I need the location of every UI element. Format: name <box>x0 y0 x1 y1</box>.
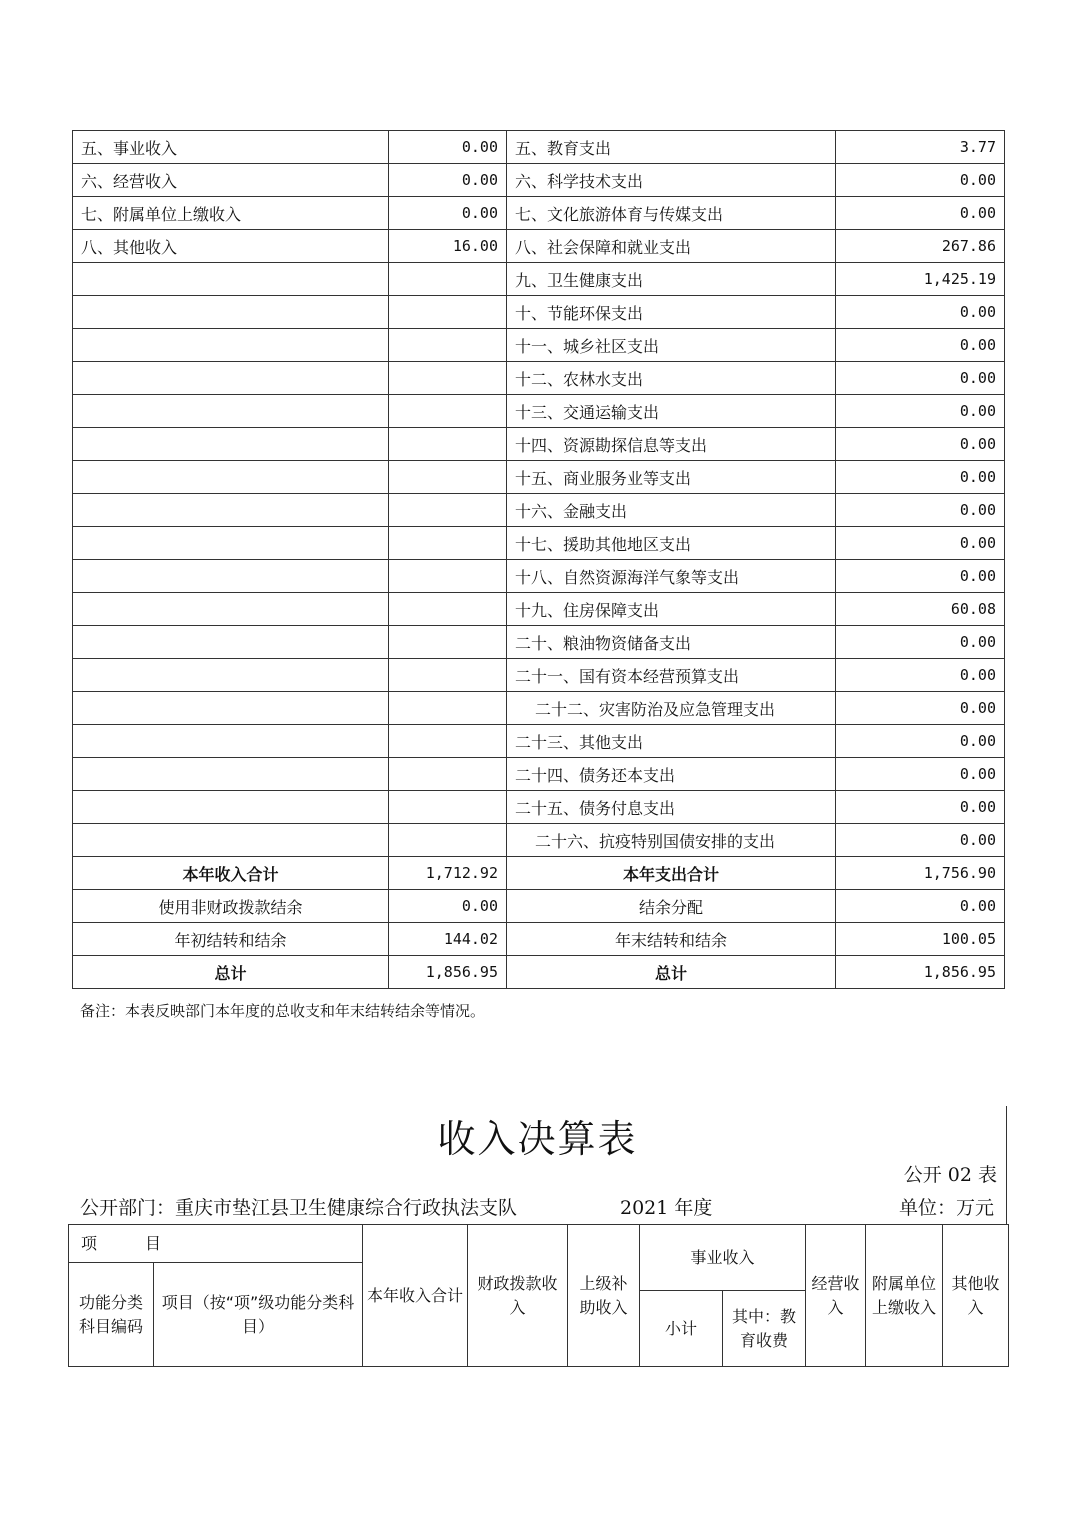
expense-item-value: 0.00 <box>836 560 1005 593</box>
income-item-label <box>73 725 389 758</box>
table-row <box>73 527 1005 560</box>
table-row <box>73 692 1005 725</box>
expense-item-value: 1,425.19 <box>836 263 1005 296</box>
summary-row <box>73 923 1005 956</box>
income-item-value <box>389 626 507 659</box>
table-row <box>73 263 1005 296</box>
table-row <box>73 593 1005 626</box>
expense-item-value: 3.77 <box>836 131 1005 164</box>
table-note: 备注：本表反映部门本年度的总收支和年末结转结余等情况。 <box>80 1002 486 1020</box>
income-item-label: 五、事业收入 <box>73 131 389 164</box>
summary-row <box>73 857 1005 890</box>
expense-item-value: 0.00 <box>836 659 1005 692</box>
table-row <box>73 725 1005 758</box>
expense-item-value: 0.00 <box>836 824 1005 857</box>
income-item-label <box>73 461 389 494</box>
header-other-income: 其他收入 <box>943 1225 1009 1367</box>
table-row <box>73 791 1005 824</box>
table-row <box>73 659 1005 692</box>
table-row <box>73 560 1005 593</box>
balance-table-body <box>73 131 1005 989</box>
expense-item-value: 0.00 <box>836 395 1005 428</box>
expense-item-label: 十二、农林水支出 <box>507 362 836 395</box>
summary-expense-label: 结余分配 <box>507 890 836 923</box>
expense-item-value: 0.00 <box>836 527 1005 560</box>
income-item-value <box>389 560 507 593</box>
expense-item-value: 267.86 <box>836 230 1005 263</box>
table-row <box>73 197 1005 230</box>
summary-income-value: 1,856.95 <box>389 956 507 989</box>
header-operating-income: 经营收入 <box>806 1225 866 1367</box>
department-label: 公开部门：重庆市垫江县卫生健康综合行政执法支队 <box>80 1197 518 1219</box>
summary-income-label: 本年收入合计 <box>73 857 389 890</box>
header-superior-subsidy: 上级补助收入 <box>568 1225 640 1367</box>
income-item-label <box>73 428 389 461</box>
summary-income-label: 使用非财政拨款结余 <box>73 890 389 923</box>
expense-item-label: 十、节能环保支出 <box>507 296 836 329</box>
border-rule <box>1006 1106 1007 1224</box>
income-item-value <box>389 692 507 725</box>
expense-item-value: 60.08 <box>836 593 1005 626</box>
table-row <box>73 758 1005 791</box>
table-row <box>73 428 1005 461</box>
summary-expense-label: 本年支出合计 <box>507 857 836 890</box>
income-item-label: 七、附属单位上缴收入 <box>73 197 389 230</box>
income-item-label: 八、其他收入 <box>73 230 389 263</box>
expense-item-value: 0.00 <box>836 428 1005 461</box>
table-row <box>73 824 1005 857</box>
income-item-value: 16.00 <box>389 230 507 263</box>
expense-item-label: 十五、商业服务业等支出 <box>507 461 836 494</box>
income-item-label <box>73 560 389 593</box>
income-item-label <box>73 659 389 692</box>
summary-expense-value: 1,756.90 <box>836 857 1005 890</box>
expense-item-value: 0.00 <box>836 494 1005 527</box>
table-row <box>73 494 1005 527</box>
expense-item-label: 二十五、债务付息支出 <box>507 791 836 824</box>
income-item-value <box>389 494 507 527</box>
expense-item-value: 0.00 <box>836 197 1005 230</box>
expense-item-value: 0.00 <box>836 791 1005 824</box>
expense-item-value: 0.00 <box>836 362 1005 395</box>
income-item-label <box>73 329 389 362</box>
summary-income-value: 0.00 <box>389 890 507 923</box>
page-title: 收入决算表 <box>437 1117 638 1161</box>
header-education-fee: 其中：教育收费 <box>723 1291 806 1367</box>
income-item-value <box>389 725 507 758</box>
table-row <box>73 461 1005 494</box>
header-fiscal-appropriation: 财政拨款收入 <box>468 1225 568 1367</box>
expense-item-label: 五、教育支出 <box>507 131 836 164</box>
expense-item-value: 0.00 <box>836 329 1005 362</box>
income-item-value <box>389 527 507 560</box>
expense-item-label: 八、社会保障和就业支出 <box>507 230 836 263</box>
expense-item-label: 九、卫生健康支出 <box>507 263 836 296</box>
income-item-label <box>73 362 389 395</box>
income-item-label <box>73 791 389 824</box>
summary-row <box>73 956 1005 989</box>
table-row <box>73 329 1005 362</box>
summary-income-value: 144.02 <box>389 923 507 956</box>
income-item-label <box>73 758 389 791</box>
header-item-name: 项目（按“项”级功能分类科目） <box>154 1263 363 1367</box>
expense-item-label: 十四、资源勘探信息等支出 <box>507 428 836 461</box>
expense-item-label: 二十三、其他支出 <box>507 725 836 758</box>
income-final-account-header <box>68 1224 1009 1367</box>
summary-expense-value: 100.05 <box>836 923 1005 956</box>
expense-item-label: 七、文化旅游体育与传媒支出 <box>507 197 836 230</box>
header-total-income: 本年收入合计 <box>363 1225 468 1367</box>
header-item-group: 项 目 <box>69 1225 363 1263</box>
income-item-value: 0.00 <box>389 131 507 164</box>
table-row <box>73 626 1005 659</box>
table-row <box>73 131 1005 164</box>
header-business-income: 事业收入 <box>640 1225 806 1291</box>
expense-item-label: 二十、粮油物资储备支出 <box>507 626 836 659</box>
income-item-label <box>73 395 389 428</box>
summary-expense-value: 1,856.95 <box>836 956 1005 989</box>
income-item-value <box>389 461 507 494</box>
expense-item-label: 六、科学技术支出 <box>507 164 836 197</box>
income-item-value <box>389 593 507 626</box>
expense-item-label: 二十六、抗疫特别国债安排的支出 <box>507 824 836 857</box>
header-affiliated-income: 附属单位上缴收入 <box>866 1225 943 1367</box>
expense-item-label: 二十二、灾害防治及应急管理支出 <box>507 692 836 725</box>
table-row <box>73 362 1005 395</box>
summary-income-label: 年初结转和结余 <box>73 923 389 956</box>
expense-item-label: 十六、金融支出 <box>507 494 836 527</box>
table-row <box>73 296 1005 329</box>
summary-expense-value: 0.00 <box>836 890 1005 923</box>
income-item-value <box>389 824 507 857</box>
income-item-label <box>73 692 389 725</box>
table-number: 公开 02 表 <box>903 1164 997 1186</box>
expense-item-value: 0.00 <box>836 461 1005 494</box>
year-label: 2021 年度 <box>620 1197 713 1219</box>
expense-item-label: 十七、援助其他地区支出 <box>507 527 836 560</box>
summary-row <box>73 890 1005 923</box>
income-item-label: 六、经营收入 <box>73 164 389 197</box>
summary-expense-label: 年末结转和结余 <box>507 923 836 956</box>
expense-item-value: 0.00 <box>836 692 1005 725</box>
summary-expense-label: 总计 <box>507 956 836 989</box>
income-item-value: 0.00 <box>389 197 507 230</box>
income-item-label <box>73 494 389 527</box>
income-item-value <box>389 791 507 824</box>
income-item-label <box>73 824 389 857</box>
expense-item-value: 0.00 <box>836 626 1005 659</box>
income-item-label <box>73 593 389 626</box>
expense-item-label: 十三、交通运输支出 <box>507 395 836 428</box>
header-subtotal: 小计 <box>640 1291 723 1367</box>
income-item-value <box>389 329 507 362</box>
table-row <box>73 230 1005 263</box>
income-item-label <box>73 263 389 296</box>
income-item-value <box>389 362 507 395</box>
table-row <box>73 395 1005 428</box>
expense-item-label: 十八、自然资源海洋气象等支出 <box>507 560 836 593</box>
header-function-code: 功能分类科目编码 <box>69 1263 154 1367</box>
income-expense-balance-table <box>72 130 1005 989</box>
summary-income-value: 1,712.92 <box>389 857 507 890</box>
expense-item-label: 二十四、债务还本支出 <box>507 758 836 791</box>
expense-item-value: 0.00 <box>836 758 1005 791</box>
income-item-value <box>389 758 507 791</box>
income-item-value: 0.00 <box>389 164 507 197</box>
expense-item-label: 二十一、国有资本经营预算支出 <box>507 659 836 692</box>
income-item-label <box>73 527 389 560</box>
table-row <box>73 164 1005 197</box>
income-item-value <box>389 263 507 296</box>
summary-income-label: 总计 <box>73 956 389 989</box>
income-item-label <box>73 626 389 659</box>
income-item-value <box>389 659 507 692</box>
unit-label: 单位：万元 <box>898 1197 994 1219</box>
expense-item-label: 十一、城乡社区支出 <box>507 329 836 362</box>
expense-item-value: 0.00 <box>836 725 1005 758</box>
income-item-label <box>73 296 389 329</box>
income-item-value <box>389 428 507 461</box>
income-item-value <box>389 296 507 329</box>
income-item-value <box>389 395 507 428</box>
expense-item-value: 0.00 <box>836 164 1005 197</box>
expense-item-value: 0.00 <box>836 296 1005 329</box>
expense-item-label: 十九、住房保障支出 <box>507 593 836 626</box>
